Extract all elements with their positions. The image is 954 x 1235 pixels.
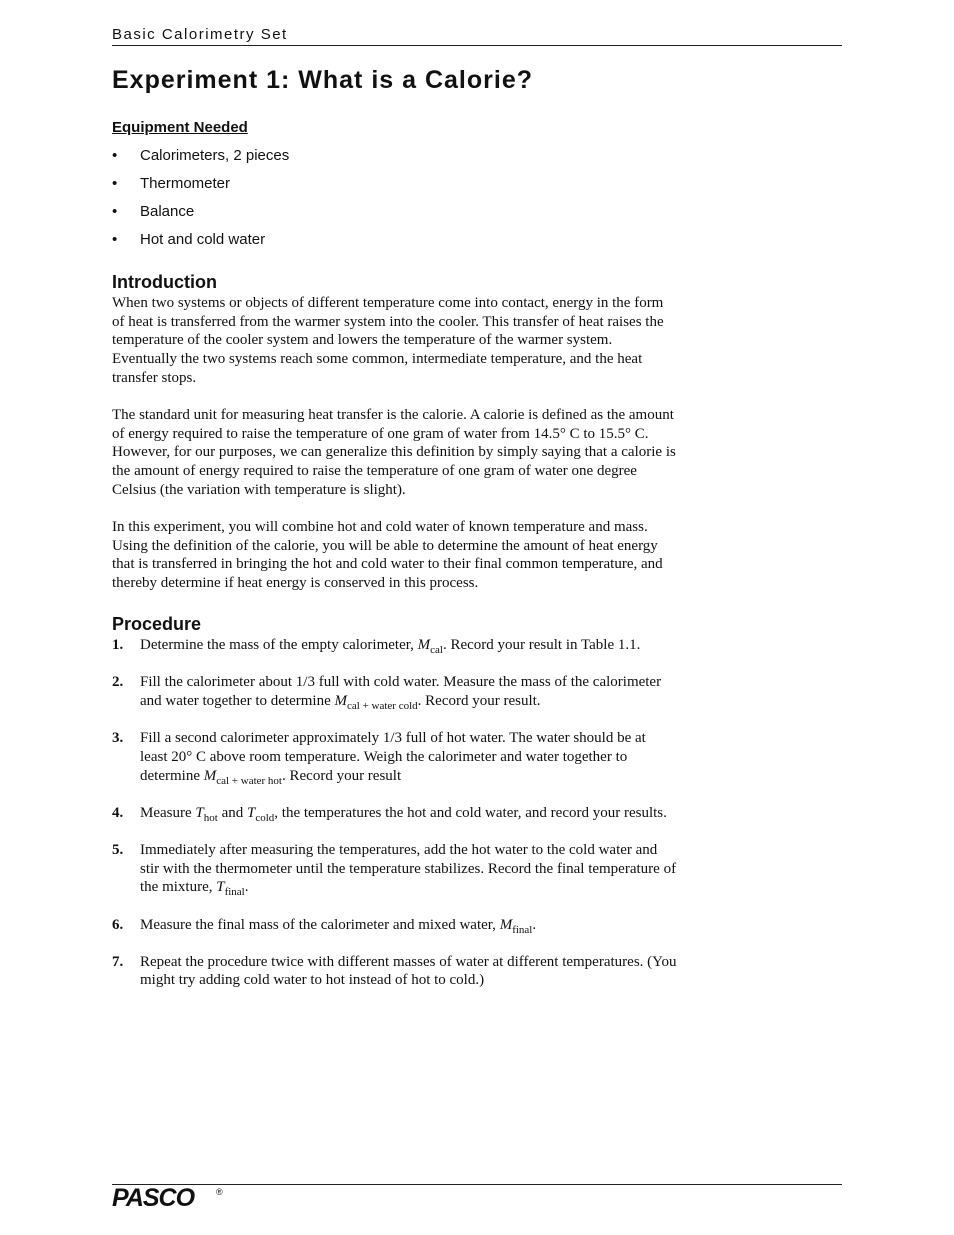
procedure-step [112, 916, 677, 935]
mass-symbol: M [334, 692, 348, 709]
bullet-icon: • [112, 231, 118, 248]
procedure-step [112, 673, 677, 710]
step-text: Measure [140, 804, 196, 821]
equipment-item [112, 146, 289, 166]
procedure-step [112, 953, 677, 990]
equipment-item-label: Thermometer [140, 175, 231, 192]
step-number: 3. [112, 730, 124, 747]
step-text: Fill the calorimeter about 1/3 full with cold water. Measure the mass of the calorimeter and water together to determine [140, 674, 662, 709]
equipment-heading: Equipment Needed [112, 119, 248, 136]
procedure-list [112, 636, 677, 1009]
step-text: . [532, 916, 537, 933]
step-text: Repeat the procedure twice with different masses of water at different temperatures. (You might try adding cold water to hot instead of hot to cold.) [140, 953, 677, 989]
introduction-heading: Introduction [112, 272, 217, 292]
step-number: 4. [112, 804, 124, 821]
introduction-body [112, 294, 677, 611]
mass-symbol: M [203, 767, 217, 784]
procedure-step [112, 729, 677, 785]
step-text: Immediately after measuring the temperatures, add the hot water to the cold water and stir with the thermometer until the temperature stabilizes. Record the final temperature of the mixture, [140, 841, 677, 896]
equipment-list [112, 146, 289, 258]
equipment-item [112, 202, 289, 222]
step-text: . [244, 879, 249, 896]
subscript: final [224, 886, 245, 899]
equipment-item [112, 230, 289, 250]
pasco-logo: PASCO [112, 1184, 195, 1212]
step-text: . Record your result in Table 1.1. [442, 637, 641, 653]
subscript: cal + water hot [216, 774, 282, 787]
procedure-heading: Procedure [112, 614, 202, 634]
step-number: 1. [112, 637, 124, 653]
temperature-symbol: T [216, 879, 225, 896]
procedure-step [112, 636, 677, 655]
bullet-icon: • [112, 203, 118, 220]
intro-paragraph: When two systems or objects of different temperature come into contact, energy in the form of heat is transferred from the warmer system into the cooler. This transfer of heat raises the temperature of the cooler system and lowers the temperature of the warmer system. Eventually the two systems reach some common, intermediate temperature, and the heat transfer stops. [112, 295, 664, 386]
subscript: cal [430, 644, 443, 656]
step-text: . Record your result. [417, 692, 541, 709]
running-header: Basic Calorimetry Set [112, 25, 842, 46]
step-number: 5. [112, 841, 124, 858]
step-text: , the temperatures the hot and cold water, and record your results. [274, 804, 667, 821]
mass-symbol: M [417, 637, 431, 653]
subscript: hot [203, 811, 218, 824]
equipment-item-label: Calorimeters, 2 pieces [140, 147, 290, 164]
equipment-item-label: Balance [140, 203, 195, 220]
intro-paragraph: The standard unit for measuring heat transfer is the calorie. A calorie is defined as the amount of energy required to raise the temperature of one gram of water from 14.5° C to 15.5° C. However, for our purposes, we can generalize this definition by simply saying that a calorie is the amount of energy required to raise the temperature of one gram of water one degree Celsius (the variation with temperature is slight). [112, 407, 676, 498]
footer-rule [112, 1184, 842, 1185]
procedure-step [112, 841, 677, 897]
procedure-step [112, 804, 677, 823]
subscript: final [512, 923, 533, 936]
equipment-item-label: Hot and cold water [140, 231, 266, 248]
step-text: Measure the final mass of the calorimeter and mixed water, [140, 916, 500, 933]
subscript: cold [255, 811, 275, 824]
intro-paragraph: In this experiment, you will combine hot and cold water of known temperature and mass. Using the definition of the calorie, you will be able to determine the amount of heat energy that is transferred in bringing the hot and cold water to their final common temperature, and thereby determine if heat energy is conserved in this process. [112, 519, 663, 592]
step-text: Fill a second calorimeter approximately 1/3 full of hot water. The water should be at least 20° C above room temperature. Weigh the calorimeter and water together to determine [140, 730, 646, 784]
bullet-icon: • [112, 147, 118, 164]
bullet-icon: • [112, 175, 118, 192]
page-title: Experiment 1: What is a Calorie? [112, 66, 533, 94]
registered-mark: ® [216, 1187, 223, 1197]
temperature-symbol: T [195, 804, 204, 821]
step-number: 6. [112, 916, 124, 933]
step-text: Determine the mass of the empty calorimeter, [140, 637, 418, 653]
step-number: 2. [112, 674, 124, 691]
mass-symbol: M [499, 916, 513, 933]
subscript: cal + water cold [347, 699, 418, 712]
step-text: and [217, 804, 247, 821]
temperature-symbol: T [246, 804, 256, 821]
step-text: . Record your result [282, 767, 402, 784]
step-number: 7. [112, 953, 124, 970]
equipment-item [112, 174, 289, 194]
